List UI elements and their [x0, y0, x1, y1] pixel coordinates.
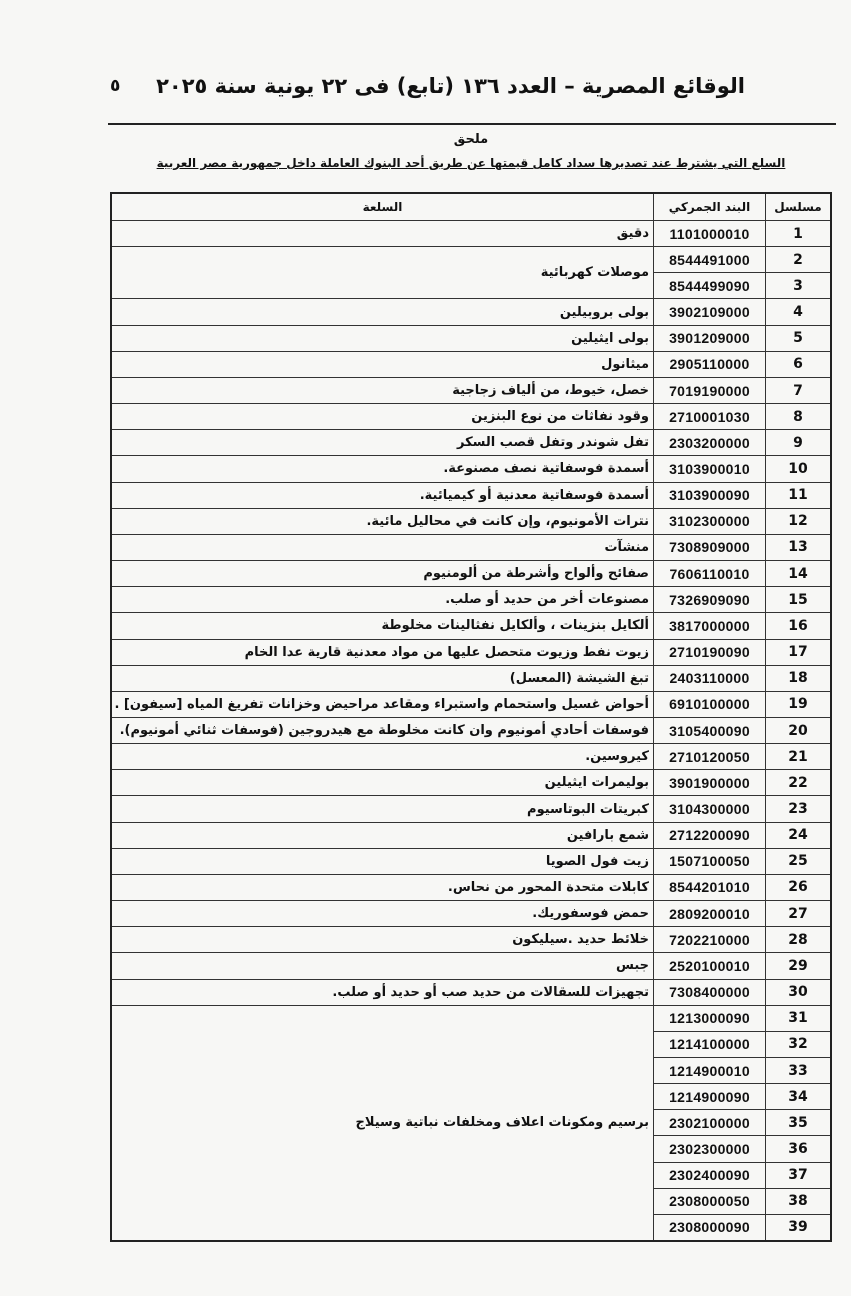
table-row — [111, 691, 831, 717]
customs-code-cell: 2302300000 — [654, 1136, 766, 1162]
header-divider — [108, 123, 836, 125]
customs-code-cell: 7326909090 — [654, 587, 766, 613]
serial-cell: 29 — [766, 953, 832, 979]
goods-cell: زيت فول الصويا — [111, 848, 654, 874]
annex-subtitle: السلع التي يشترط عند تصديرها سداد كامل قيمتها عن طريق أحد البنوك العاملة داخل جمهورية مصر العربية — [156, 156, 786, 170]
serial-cell: 26 — [766, 874, 832, 900]
serial-cell: 34 — [766, 1084, 832, 1110]
serial-cell: 1 — [766, 221, 832, 247]
serial-cell: 10 — [766, 456, 832, 482]
goods-cell: خصل، خيوط، من ألياف زجاجية — [111, 377, 654, 403]
table-row — [111, 770, 831, 796]
customs-code-cell: 7202210000 — [654, 927, 766, 953]
table-row — [111, 665, 831, 691]
serial-cell: 30 — [766, 979, 832, 1005]
customs-code-cell: 2712200090 — [654, 822, 766, 848]
table-row — [111, 508, 831, 534]
serial-cell: 9 — [766, 430, 832, 456]
serial-cell: 38 — [766, 1188, 832, 1214]
customs-code-cell: 2710120050 — [654, 744, 766, 770]
serial-cell: 14 — [766, 561, 832, 587]
table-row — [111, 561, 831, 587]
table-row — [111, 979, 831, 1005]
table-row — [111, 927, 831, 953]
goods-cell: ميثانول — [111, 351, 654, 377]
customs-code-cell: 7308400000 — [654, 979, 766, 1005]
table-row — [111, 796, 831, 822]
serial-cell: 12 — [766, 508, 832, 534]
serial-cell: 4 — [766, 299, 832, 325]
page-number: ٥ — [110, 76, 121, 96]
serial-cell: 16 — [766, 613, 832, 639]
table-row — [111, 901, 831, 927]
serial-cell: 31 — [766, 1005, 832, 1031]
serial-cell: 15 — [766, 587, 832, 613]
goods-cell: منشآت — [111, 534, 654, 560]
goods-cell: حمض فوسفوريك. — [111, 901, 654, 927]
serial-cell: 35 — [766, 1110, 832, 1136]
goods-cell: أحواض غسيل واستحمام واستبراء ومقاعد مراحيض وخزانات تفريغ المياه [سيفون] . — [111, 691, 654, 717]
table-row — [111, 351, 831, 377]
serial-cell: 2 — [766, 247, 832, 273]
table-row — [111, 874, 831, 900]
customs-code-cell: 1214900090 — [654, 1084, 766, 1110]
customs-code-cell: 1507100050 — [654, 848, 766, 874]
goods-cell: تجهيزات للسقالات من حديد صب أو حديد أو صلب. — [111, 979, 654, 1005]
serial-cell: 18 — [766, 665, 832, 691]
annex-label: ملحق — [453, 132, 489, 147]
goods-cell: نترات الأمونيوم، وإن كانت في محاليل مائية. — [111, 508, 654, 534]
serial-cell: 17 — [766, 639, 832, 665]
goods-cell: برسيم ومكونات اعلاف ومخلفات نباتية وسيلاج — [111, 1005, 654, 1241]
table-body — [111, 221, 831, 1242]
goods-cell: شمع بارافين — [111, 822, 654, 848]
serial-cell: 13 — [766, 534, 832, 560]
serial-cell: 24 — [766, 822, 832, 848]
goods-cell: زيوت نفط وزيوت متحصل عليها من مواد معدنية قارية عدا الخام — [111, 639, 654, 665]
goods-cell: تفل شوندر وتفل قصب السكر — [111, 430, 654, 456]
table-row — [111, 299, 831, 325]
goods-cell: دقيق — [111, 221, 654, 247]
goods-cell: ألكايل بنزينات ، وألكايل نفثالينات مخلوطة — [111, 613, 654, 639]
table-row — [111, 221, 831, 247]
goods-cell: جبس — [111, 953, 654, 979]
customs-code-cell: 2905110000 — [654, 351, 766, 377]
table-row — [111, 639, 831, 665]
serial-cell: 3 — [766, 273, 832, 299]
table-row — [111, 534, 831, 560]
serial-cell: 36 — [766, 1136, 832, 1162]
goods-cell: خلائط حديد .سيليكون — [111, 927, 654, 953]
table-row — [111, 430, 831, 456]
customs-code-cell: 3817000000 — [654, 613, 766, 639]
table-header-row — [111, 193, 831, 221]
serial-cell: 25 — [766, 848, 832, 874]
serial-cell: 28 — [766, 927, 832, 953]
serial-cell: 5 — [766, 325, 832, 351]
goods-cell: بوليمرات ايثيلين — [111, 770, 654, 796]
table-row — [111, 587, 831, 613]
gazette-header-title: الوقائع المصرية – العدد ١٣٦ (تابع) فى ٢٢ يونية سنة ٢٠٢٥ — [156, 74, 745, 98]
serial-cell: 7 — [766, 377, 832, 403]
table-row — [111, 377, 831, 403]
column-header-code: البند الجمركي — [654, 193, 766, 221]
serial-cell: 19 — [766, 691, 832, 717]
customs-code-cell: 2710001030 — [654, 404, 766, 430]
goods-cell: كبريتات البوتاسيوم — [111, 796, 654, 822]
serial-cell: 27 — [766, 901, 832, 927]
customs-code-cell: 2710190090 — [654, 639, 766, 665]
customs-code-cell: 7308909000 — [654, 534, 766, 560]
goods-cell: وقود نفاثات من نوع البنزين — [111, 404, 654, 430]
customs-code-cell: 3103900010 — [654, 456, 766, 482]
customs-code-cell: 3902109000 — [654, 299, 766, 325]
goods-cell: كابلات متحدة المحور من نحاس. — [111, 874, 654, 900]
customs-code-cell: 3104300000 — [654, 796, 766, 822]
customs-code-cell: 1213000090 — [654, 1005, 766, 1031]
goods-cell: أسمدة فوسفاتية معدنية أو كيميائية. — [111, 482, 654, 508]
goods-cell: فوسفات أحادي أمونيوم وان كانت مخلوطة مع هيدروجين (فوسفات ثنائي أمونيوم). — [111, 717, 654, 743]
customs-code-cell: 2520100010 — [654, 953, 766, 979]
goods-cell: صفائح وألواح وأشرطة من ألومنيوم — [111, 561, 654, 587]
goods-cell: تبغ الشيشة (المعسل) — [111, 665, 654, 691]
serial-cell: 23 — [766, 796, 832, 822]
table-row — [111, 1005, 831, 1031]
serial-cell: 20 — [766, 717, 832, 743]
goods-cell: موصلات كهربائية — [111, 247, 654, 299]
customs-code-cell: 3901900000 — [654, 770, 766, 796]
table-row — [111, 482, 831, 508]
goods-cell: كيروسين. — [111, 744, 654, 770]
customs-code-cell: 3102300000 — [654, 508, 766, 534]
table-row — [111, 848, 831, 874]
customs-code-cell: 2403110000 — [654, 665, 766, 691]
customs-code-cell: 7606110010 — [654, 561, 766, 587]
table-row — [111, 456, 831, 482]
customs-code-cell: 2308000050 — [654, 1188, 766, 1214]
serial-cell: 37 — [766, 1162, 832, 1188]
serial-cell: 39 — [766, 1214, 832, 1241]
goods-cell: أسمدة فوسفاتية نصف مصنوعة. — [111, 456, 654, 482]
customs-code-cell: 2809200010 — [654, 901, 766, 927]
customs-code-cell: 1214900010 — [654, 1058, 766, 1084]
customs-code-cell: 6910100000 — [654, 691, 766, 717]
serial-cell: 32 — [766, 1031, 832, 1057]
goods-cell: بولى ايثيلين — [111, 325, 654, 351]
table-row — [111, 953, 831, 979]
customs-code-cell: 7019190000 — [654, 377, 766, 403]
table-row — [111, 717, 831, 743]
customs-code-cell: 2308000090 — [654, 1214, 766, 1241]
customs-code-cell: 1101000010 — [654, 221, 766, 247]
customs-code-cell: 3901209000 — [654, 325, 766, 351]
customs-code-cell: 8544201010 — [654, 874, 766, 900]
serial-cell: 33 — [766, 1058, 832, 1084]
table-row — [111, 247, 831, 273]
customs-code-cell: 3103900090 — [654, 482, 766, 508]
table-row — [111, 325, 831, 351]
column-header-goods: السلعة — [111, 193, 654, 221]
serial-cell: 21 — [766, 744, 832, 770]
serial-cell: 11 — [766, 482, 832, 508]
table-row — [111, 822, 831, 848]
table-row — [111, 613, 831, 639]
table-row — [111, 404, 831, 430]
serial-cell: 22 — [766, 770, 832, 796]
customs-code-cell: 2302100000 — [654, 1110, 766, 1136]
serial-cell: 8 — [766, 404, 832, 430]
customs-code-cell: 2302400090 — [654, 1162, 766, 1188]
column-header-serial: مسلسل — [766, 193, 832, 221]
goods-table — [110, 192, 832, 1242]
customs-code-cell: 2303200000 — [654, 430, 766, 456]
customs-code-cell: 3105400090 — [654, 717, 766, 743]
customs-code-cell: 1214100000 — [654, 1031, 766, 1057]
table-row — [111, 744, 831, 770]
customs-code-cell: 8544499090 — [654, 273, 766, 299]
goods-cell: بولى بروبيلين — [111, 299, 654, 325]
serial-cell: 6 — [766, 351, 832, 377]
goods-cell: مصنوعات أخر من حديد أو صلب. — [111, 587, 654, 613]
customs-code-cell: 8544491000 — [654, 247, 766, 273]
